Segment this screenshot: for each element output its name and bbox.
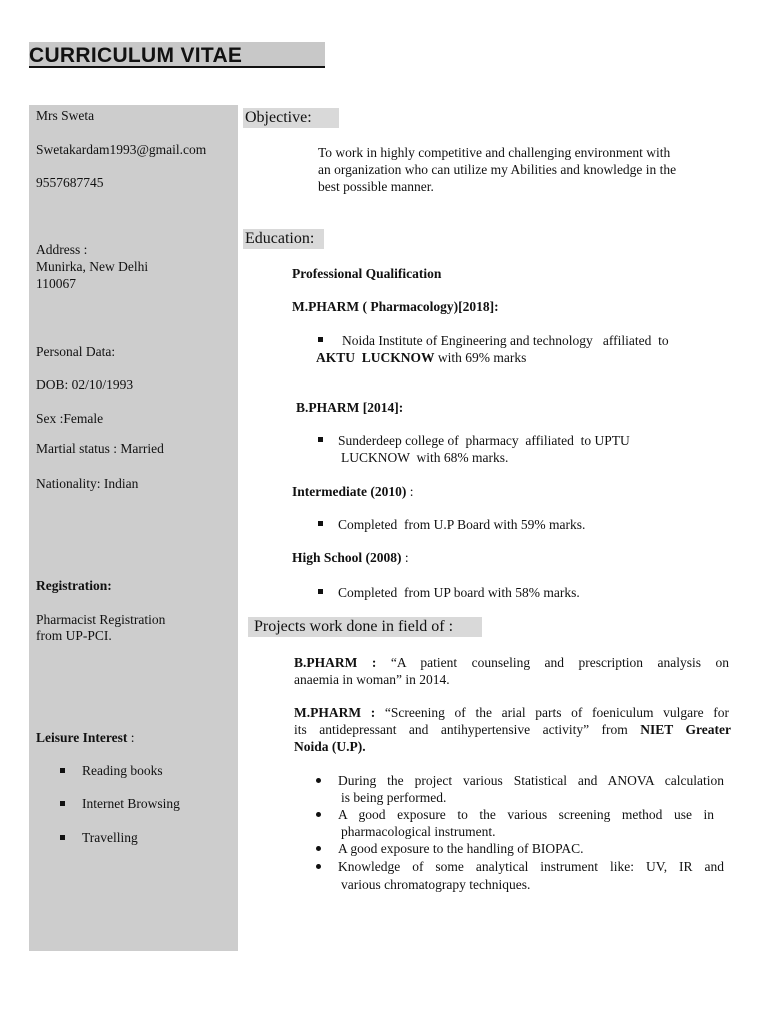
nationality: Nationality: Indian [36,476,139,491]
leisure-label-text: Leisure Interest [36,730,128,745]
bpharm-degree-title: B.PHARM [2014]: [296,400,404,415]
date-of-birth: DOB: 02/10/1993 [36,377,134,392]
address-line-1: Munirka, New Delhi [36,259,149,274]
project-bullet-line: A good exposure to the various screening method use in [338,807,714,822]
square-bullet-icon [60,801,65,806]
project-bullet-line: is being performed. [341,790,447,805]
bpharm-institute: Sunderdeep college of pharmacy affiliated to UPTU [338,433,630,448]
mpharm-project-line-2 [294,721,731,738]
mpharm-project-label: M.PHARM : [294,705,376,720]
square-bullet-icon [318,437,323,442]
mpharm-project-institute: NIET Greater [640,722,731,737]
mpharm-project-line-1 [294,704,729,721]
project-bullet-line: Knowledge of some analytical instrument like: UV, IR and [338,859,724,874]
cv-title: CURRICULUM VITAE [29,42,325,68]
bpharm-project-line-2: anaemia in woman” in 2014. [294,672,450,687]
square-bullet-icon [318,521,323,526]
mpharm-project-text: its antidepressant and antihypertensive activity” from [294,722,628,737]
education-heading: Education: [243,229,324,249]
bpharm-project-text: “A patient counseling and prescription analysis on [390,655,729,670]
mpharm-degree-title: M.PHARM ( Pharmacology)[2018]: [292,299,499,314]
bpharm-project-label: B.PHARM : [294,655,377,670]
project-bullet-line: pharmacological instrument. [341,824,496,839]
registration-line-1: Pharmacist Registration [36,612,166,627]
sidebar-panel [29,105,238,951]
leisure-label-colon: : [127,730,135,745]
bpharm-marks: LUCKNOW with 68% marks. [341,450,509,465]
high-school-title [292,549,409,566]
address-line-2: 110067 [36,276,76,291]
square-bullet-icon [60,835,65,840]
phone-number: 9557687745 [36,175,104,190]
intermediate-colon: : [406,484,414,499]
project-bullet-line: During the project various Statistical and ANOVA calculation [338,773,724,788]
registration-label: Registration: [36,578,112,593]
leisure-item: Travelling [82,830,138,845]
objective-line: best possible manner. [318,179,434,194]
sex: Sex :Female [36,411,104,426]
round-bullet-icon [316,778,321,783]
objective-text [318,144,728,195]
leisure-item: Reading books [82,763,163,778]
high-school-result: Completed from UP board with 58% marks. [338,585,580,600]
square-bullet-icon [60,768,65,773]
round-bullet-icon [316,846,321,851]
objective-line: an organization who can utilize my Abilities and knowledge in the [318,162,677,177]
mpharm-project-line-3: Noida (U.P). [294,739,366,754]
objective-heading: Objective: [243,108,339,128]
candidate-name: Mrs Sweta [36,108,95,123]
mpharm-institute: Noida Institute of Engineering and technology affiliated to [342,333,669,348]
address-label: Address : [36,242,88,257]
bpharm-project-line-1 [294,654,729,671]
email-address: Swetakardam1993@gmail.com [36,142,207,157]
mpharm-marks: with 69% marks [434,350,527,365]
high-school-colon: : [401,550,409,565]
registration-line-2: from UP-PCI. [36,628,112,643]
square-bullet-icon [318,589,323,594]
round-bullet-icon [316,864,321,869]
mpharm-project-text: “Screening of the arial parts of foeniculum vulgare for [384,705,730,720]
round-bullet-icon [316,812,321,817]
professional-qualification: Professional Qualification [292,266,442,281]
marital-status: Martial status : Married [36,441,164,456]
intermediate-result: Completed from U.P Board with 59% marks. [338,517,586,532]
project-bullet-line: various chromatograpy techniques. [341,877,531,892]
leisure-item: Internet Browsing [82,796,180,811]
intermediate-label: Intermediate (2010) [292,484,407,499]
high-school-label: High School (2008) [292,550,402,565]
mpharm-university: AKTU LUCKNOW [316,350,435,365]
objective-line: To work in highly competitive and challenging environment with [318,145,671,160]
projects-heading: Projects work done in field of : [248,617,482,637]
intermediate-title [292,483,413,500]
square-bullet-icon [318,337,323,342]
project-bullet-line: A good exposure to the handling of BIOPAC. [338,841,584,856]
personal-data-label: Personal Data: [36,344,116,359]
mpharm-affiliation [316,349,526,366]
leisure-interest-label [36,730,135,746]
